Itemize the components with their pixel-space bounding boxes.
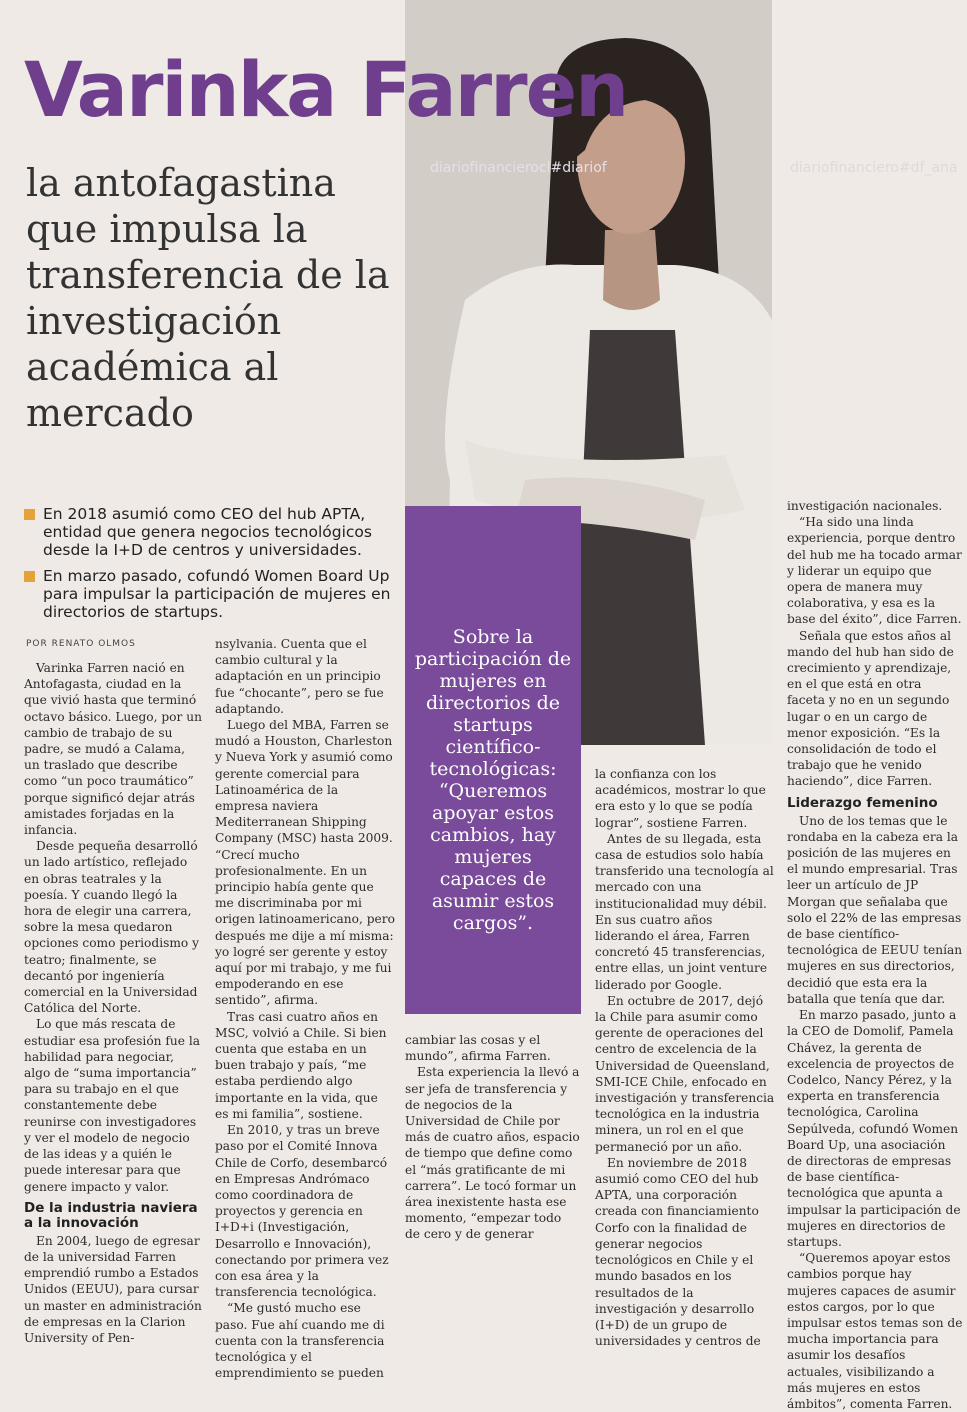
article-column-4 [595,766,775,1349]
paragraph: En 2010, y tras un breve paso por el Comité Innova Chile de Corfo, desembarcó en Empresas Andrómaco como coordinadora de proyectos y gerencia en I+D+i (Investigación, Desarrollo e Innovación), conectando por primera vez con esa área y la transferencia tecnológica. [215,1123,389,1300]
paragraph: la confianza con los académicos, mostrar lo que era esto y lo que se podía lograr”, sostiene Farren. [595,767,766,830]
paragraph: Desde pequeña desarrolló un lado artístico, reflejado en obras teatrales y la poesía. Y cuando llegó la hora de elegir una carrera, sobre la mesa quedaron opciones como periodismo y teatro; finalmente, se decantó por ingeniería comercial en la Universidad Católica del Norte. [24,839,200,1016]
article-column-2 [215,636,395,1381]
paragraph: “Ha sido una linda experiencia, porque dentro del hub me ha tocado armar y liderar un equipo que opera de manera muy colaborativa, y esa es la base del éxito”, dice Farren. [787,515,962,627]
paragraph: En octubre de 2017, dejó la Chile para asumir como gerente de operaciones del centro de excelencia de la Universidad de Queensland, SMI-ICE Chile, enfocado en investigación y transferencia tecnológica en la industria minera, un rol en el que permaneció por un año. [595,993,775,1154]
paragraph: En 2004, luego de egresar de la universidad Farren emprendió rumbo a Estados Unidos (EEUU), para cursar un master en administración de empresas en la Clarion University of Pen- [24,1233,202,1345]
watermark: diariofinancierocl#diariof [430,160,607,176]
paragraph: “Me gustó mucho ese paso. Fue ahí cuando me di cuenta con la transferencia tecnológica y el emprendimiento se pueden [215,1301,385,1381]
paragraph: Varinka Farren nació en Antofagasta, ciudad en la que vivió hasta que terminó octavo básico. Luego, por un cambio de trabajo de su padre, se mudó a Calama, un traslado que describe como “un poco traumático” porque significó dejar atrás amistades forjadas en la infancia. [24,661,202,838]
paragraph: Uno de los temas que le rondaba en la cabeza era la posición de las mujeres en el mundo empresarial. Tras leer un artículo de JP Morgan que señalaba que solo el 22% de las empresas de base científico-tecnológica de EEUU tenían mujeres en sus directorios, decidió que esta era la batalla que tenía que dar. [787,813,963,1006]
paragraph: nsylvania. Cuenta que el cambio cultural y la adaptación en un principio fue “chocante”, pero se fue adaptando. [215,637,384,716]
paragraph: “Queremos apoyar estos cambios porque hay mujeres capaces de asumir estos cargos, por lo que impulsar estos temas son de mucha importancia para asumir los desafíos actuales, visibilizando a más mujeres en estos ámbitos”, comenta Farren. [787,1251,963,1411]
headline-name: Varinka Farren [24,45,628,134]
watermark: diariofinanciero#df_ana [790,160,958,176]
summary-bullet-text: En marzo pasado, cofundó Women Board Up para impulsar la participación de mujeres en directorios de startups. [43,567,391,621]
section-heading: De la industria naviera a la innovación [24,1199,198,1231]
paragraph: investigación nacionales. [787,499,943,513]
byline: POR RENATO OLMOS [26,639,136,649]
paragraph: cambiar las cosas y el mundo”, afirma Farren. [405,1033,551,1064]
paragraph: Lo que más rescata de estudiar esa profesión fue la habilidad para negociar, algo de “suma importancia” para su trabajo en el que constantemente debe reunirse con investigadores y ver el modelo de negocio de las ideas y a quién le puede interesar para que genere impacto y valor. [24,1017,200,1194]
paragraph: Tras casi cuatro años en MSC, volvió a Chile. Si bien cuenta que estaba en un buen trabajo y país, “me estaba perdiendo algo importante en la vida, que es mi familia”, sostiene. [215,1009,387,1121]
summary-bullet-text: En 2018 asumió como CEO del hub APTA, entidad que genera negocios tecnológicos desde la I+D de centros y universidades. [43,505,372,559]
summary-bullet [24,505,404,559]
bullet-square-icon [24,571,35,582]
article-column-3 [405,1032,580,1243]
paragraph: Antes de su llegada, esta casa de estudios solo había transferido una tecnología al mercado con una institucionalidad muy débil. En sus cuatro años liderando el área, Farren concretó 45 transferencias, entre ellas, un joint venture liderado por Google. [595,831,774,992]
article-column-5 [787,498,963,1412]
bullet-square-icon [24,509,35,520]
paragraph: En marzo pasado, junto a la CEO de Domolif, Pamela Chávez, la gerenta de excelencia de proyectos de Codelco, Nancy Pérez, y la experta en transferencia tecnológica, Carolina Sepúlveda, cofundó Women Board Up, una asociación de directoras de empresas de base científica-tecnológica que apunta a impulsar la participación de mujeres en directorios de startups. [787,1008,961,1249]
headline-subtitle: la antofagastina que impulsa la transferencia de la investigación académica al mercado [26,161,390,435]
summary-bullet [24,567,404,621]
paragraph: En noviembre de 2018 asumió como CEO del hub APTA, una corporación creada con financiamiento Corfo con la finalidad de generar negocios tecnológicos en Chile y el mundo basados en los resultados de la investigación y desarrollo (I+D) de un grupo de universidades y centros de [595,1155,761,1349]
pull-quote [413,626,573,934]
paragraph: Esta experiencia la llevó a ser jefa de transferencia y de negocios de la Universidad de Chile por más de cuatro años, espacio de tiempo que define como el “más gratificante de mi carrera”. Le tocó formar un área inexistente hasta ese momento, “empezar todo de cero y de generar [405,1065,580,1242]
pull-quote-text: “Queremos apoyar estos cambios, hay mujeres capaces de asumir estos cargos”. [430,780,556,934]
section-heading: Liderazgo femenino [787,794,938,811]
pull-quote-intro: Sobre la participación de mujeres en directorios de startups científico-tecnológicas: [414,626,572,780]
article-column-1 [24,660,204,1346]
summary-bullets [24,505,404,629]
pull-quote-box [405,506,581,1014]
paragraph: Luego del MBA, Farren se mudó a Houston, Charleston y Nueva York y asumió como gerente comercial para Latinoamérica de la empresa naviera Mediterranean Shipping Company (MSC) hasta 2009. “Crecí mucho profesionalmente. En un principio había gente que me discriminaba por mi origen latinoamericano, pero después me dije a mí misma: yo logré ser gerente y estoy aquí por mi trabajo, y me fui empoderando en ese sentido”, afirma. [215,718,395,1008]
paragraph: Señala que estos años al mando del hub han sido de crecimiento y aprendizaje, en el que está en otra faceta y no en un segundo lugar o en un cargo de menor exposición. “Es la consolidación de todo el trabajo que he venido haciendo”, dice Farren. [787,628,954,789]
